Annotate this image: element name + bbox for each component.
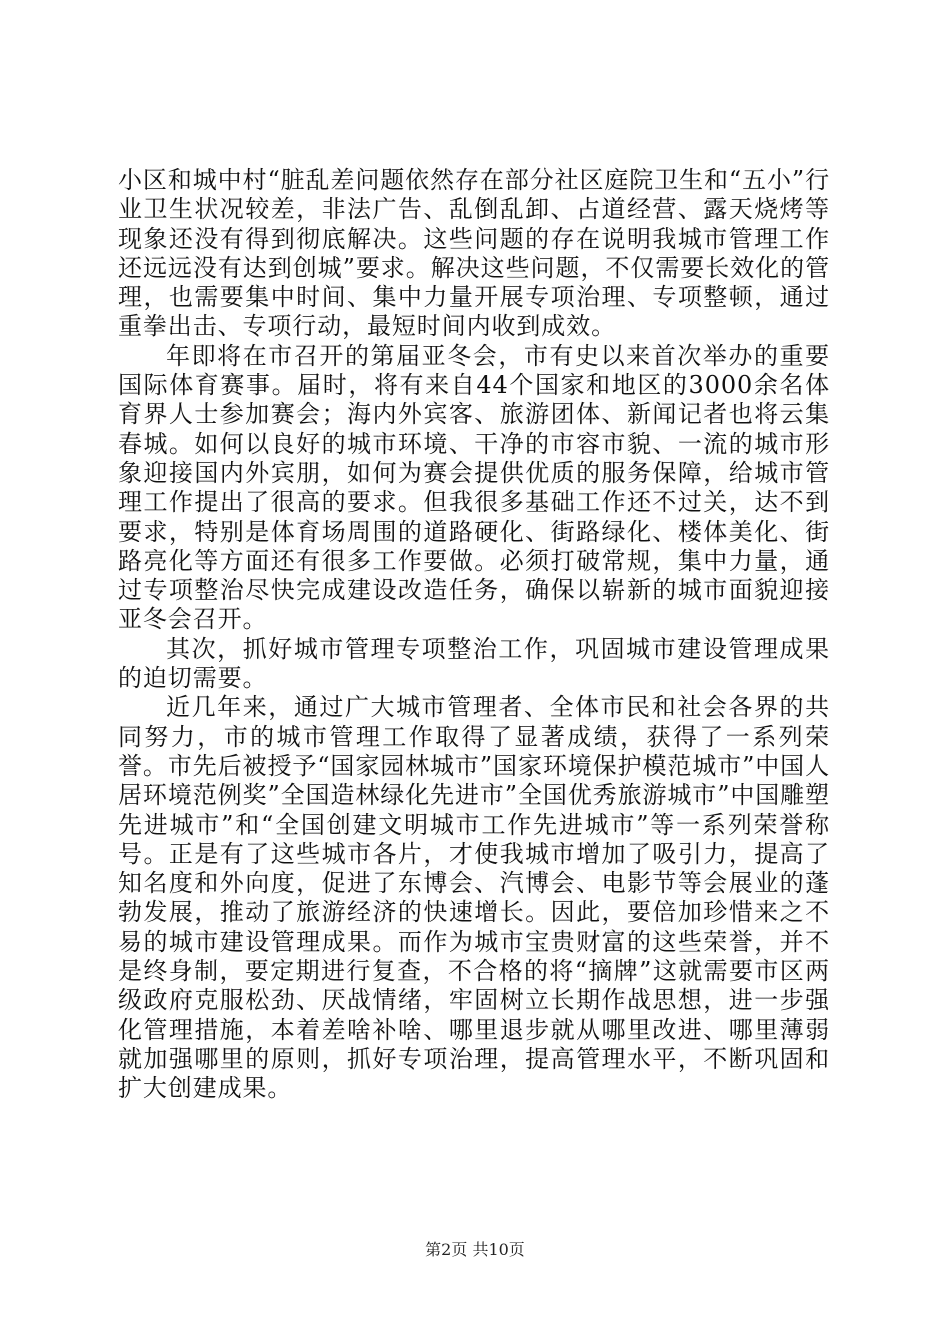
page-footer: 第2页 共10页 — [425, 1240, 525, 1259]
paragraph-3: 其次，抓好城市管理专项整治工作，巩固城市建设管理成果的迫切需要。 — [118, 634, 830, 693]
paragraph-1: 小区和城中村“脏乱差问题依然存在部分社区庭院卫生和“五小”行业卫生状况较差，非法广告、乱倒乱卸、占道经营、露天烧烤等现象还没有得到彻底解决。这些问题的存在说明我城市管理工作还远远没有达到创城”要求。解决这些问题，不仅需要长效化的管理，也需要集中时间、集中力量开展专项治理、专项整顿，通过重拳出击、专项行动，最短时间内收到成效。 — [118, 166, 830, 341]
paragraph-2: 年即将在市召开的第届亚冬会，市有史以来首次举办的重要国际体育赛事。届时，将有来自44个国家和地区的3000余名体育界人士参加赛会；海内外宾客、旅游团体、新闻记者也将云集春城。如何以良好的城市环境、干净的市容市貌、一流的城市形象迎接国内外宾朋，如何为赛会提供优质的服务保障，给城市管理工作提出了很高的要求。但我很多基础工作还不过关，达不到要求，特别是体育场周围的道路硬化、街路绿化、楼体美化、街路亮化等方面还有很多工作要做。必须打破常规，集中力量，通过专项整治尽快完成建设改造任务，确保以崭新的城市面貌迎接亚冬会召开。 — [118, 341, 830, 634]
document-body — [118, 166, 830, 1104]
paragraph-4: 近几年来，通过广大城市管理者、全体市民和社会各界的共同努力，市的城市管理工作取得了显著成绩，获得了一系列荣誉。市先后被授予“国家园林城市”国家环境保护模范城市”中国人居环境范例奖”全国造林绿化先进市”全国优秀旅游城市”中国雕塑先进城市”和“全国创建文明城市工作先进城市”等一系列荣誉称号。正是有了这些城市各片，才使我城市增加了吸引力，提高了知名度和外向度，促进了东博会、汽博会、电影节等会展业的蓬勃发展，推动了旅游经济的快速增长。因此，要倍加珍惜来之不易的城市建设管理成果。而作为城市宝贵财富的这些荣誉，并不是终身制，要定期进行复查，不合格的将“摘牌”这就需要市区两级政府克服松劲、厌战情绪，牢固树立长期作战思想，进一步强化管理措施，本着差啥补啥、哪里退步就从哪里改进、哪里薄弱就加强哪里的原则，抓好专项治理，提高管理水平，不断巩固和扩大创建成果。 — [118, 693, 830, 1103]
